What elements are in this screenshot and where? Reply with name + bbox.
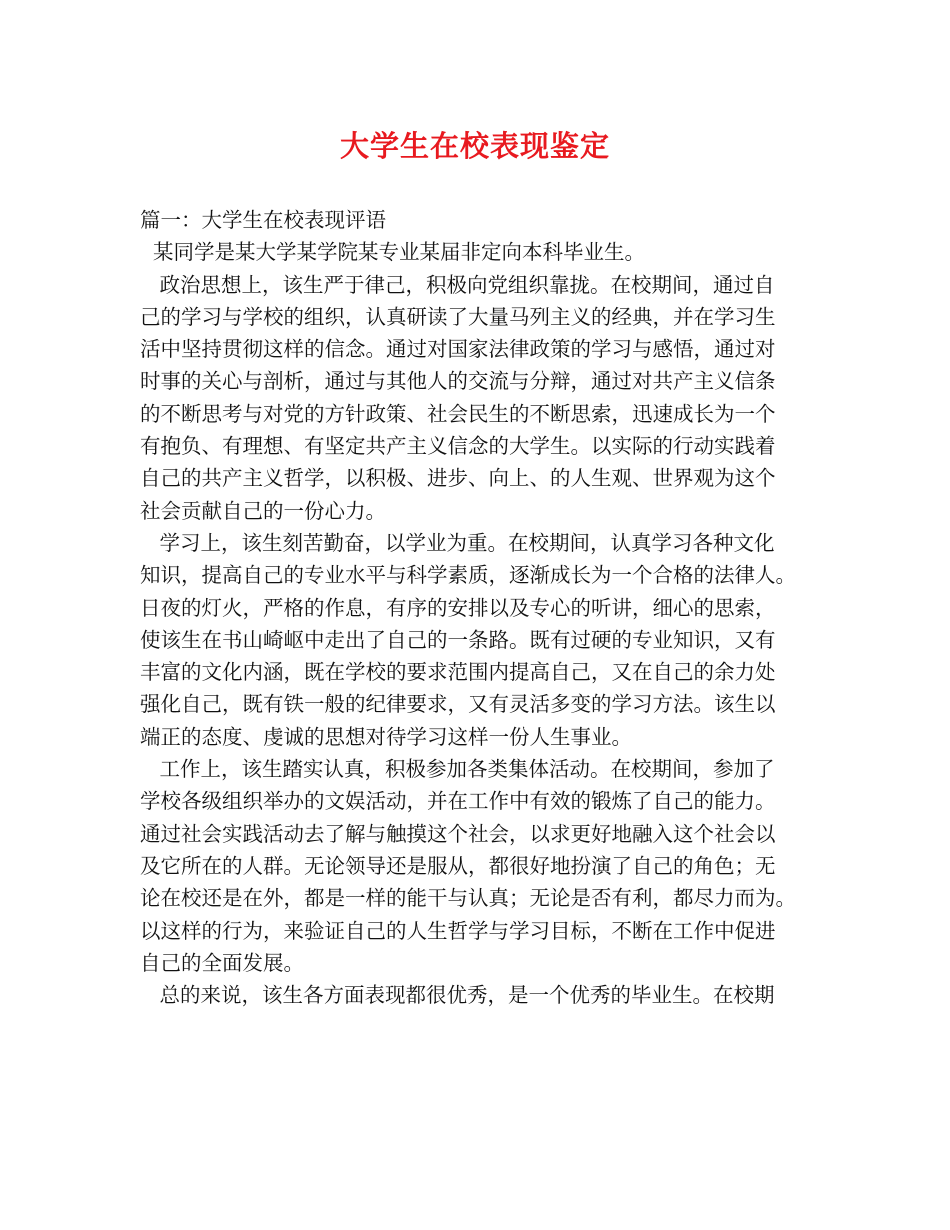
document-title: 大学生在校表现鉴定 [339,129,610,163]
document-body [140,204,825,1011]
body-line: 学校各级组织举办的文娱活动，并在工作中有效的锻炼了自己的能力。 [140,789,776,814]
body-line: 日夜的灯火，严格的作息，有序的安排以及专心的听讲，细心的思索， [140,595,776,620]
body-line: 工作上，该生踏实认真，积极参加各类集体活动。在校期间，参加了 [140,757,775,782]
body-line: 论在校还是在外，都是一样的能干与认真；无论是否有利，都尽力而为。 [140,886,796,911]
body-line: 政治思想上，该生严于律己，积极向党组织靠拢。在校期间，通过自 [140,272,775,297]
body-line: 时事的关心与剖析，通过与其他人的交流与分辩，通过对共产主义信条 [140,369,776,394]
body-line: 某同学是某大学某学院某专业某届非定向本科毕业生。 [140,240,646,265]
body-line: 自己的全面发展。 [140,950,304,975]
body-line: 社会贡献自己的一份心力。 [140,498,386,523]
body-line: 的不断思考与对党的方针政策、社会民生的不断思索，迅速成长为一个 [140,401,776,426]
section-heading: 篇一：大学生在校表现评语 [140,208,386,232]
body-line: 知识，提高自己的专业水平与科学素质，逐渐成长为一个合格的法律人。 [140,563,796,588]
body-line: 以这样的行为，来验证自己的人生哲学与学习目标，不断在工作中促进 [140,918,776,943]
body-line: 总的来说，该生各方面表现都很优秀，是一个优秀的毕业生。在校期 [140,983,775,1008]
body-line: 端正的态度、虔诚的思想对待学习这样一份人生事业。 [140,724,632,749]
body-line: 活中坚持贯彻这样的信念。通过对国家法律政策的学习与感悟，通过对 [140,337,776,362]
body-line: 自己的共产主义哲学，以积极、进步、向上、的人生观、世界观为这个 [140,466,776,491]
body-line: 学习上，该生刻苦勤奋，以学业为重。在校期间，认真学习各种文化 [140,530,775,555]
body-line: 及它所在的人群。无论领导还是服从，都很好地扮演了自己的角色；无 [140,853,776,878]
body-line: 使该生在书山崎岖中走出了自己的一条路。既有过硬的专业知识，又有 [140,627,776,652]
body-line: 己的学习与学校的组织，认真研读了大量马列主义的经典，并在学习生 [140,304,776,329]
body-line: 强化自己，既有铁一般的纪律要求，又有灵活多变的学习方法。该生以 [140,692,776,717]
body-line: 通过社会实践活动去了解与触摸这个社会，以求更好地融入这个社会以 [140,821,776,846]
body-line: 丰富的文化内涵，既在学校的要求范围内提高自己，又在自己的余力处 [140,660,776,685]
body-line: 有抱负、有理想、有坚定共产主义信念的大学生。以实际的行动实践着 [140,434,776,459]
